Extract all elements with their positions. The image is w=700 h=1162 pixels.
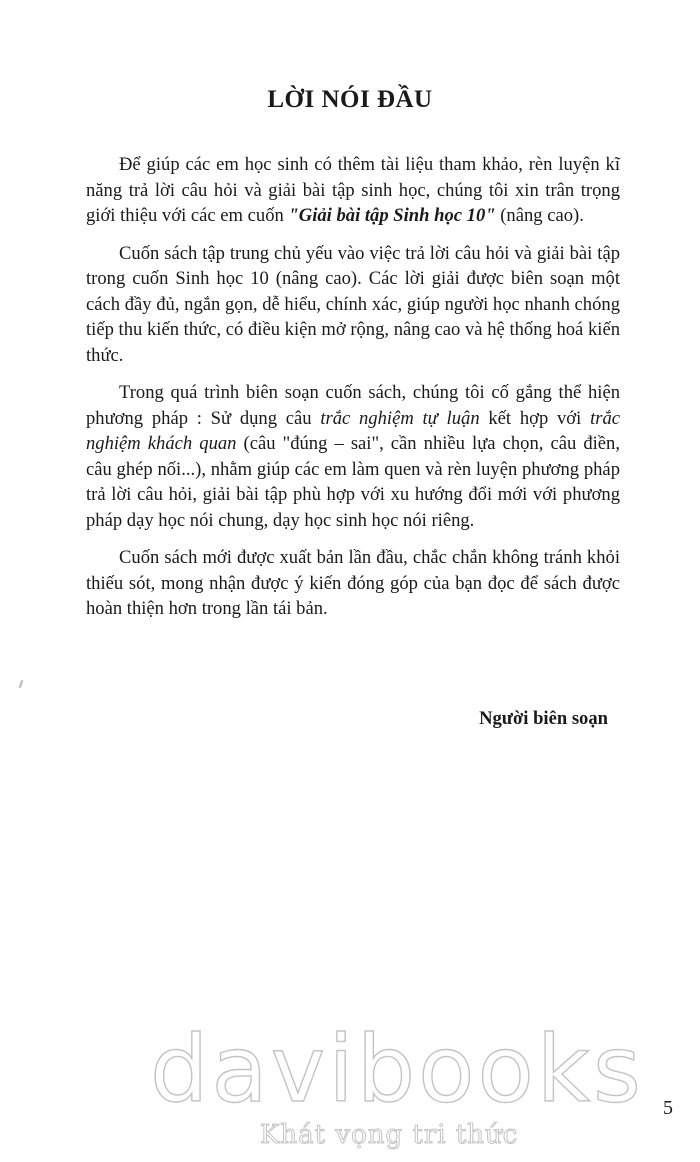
page-title: LỜI NÓI ĐẦU [267,86,433,113]
preface-body [86,152,620,634]
paragraph-1-text-a: Để giúp các em học sinh có thêm tài liệu tham khảo, rèn luyện kĩ năng trả lời câu hỏi và giải bài tập sinh học, chúng tôi xin trân trọng giới thiệu với các em cuốn [86,154,620,226]
paragraph-2: Cuốn sách tập trung chủ yếu vào việc trả lời câu hỏi và giải bài tập trong cuốn Sinh học 10 (nâng cao). Các lời giải được biên soạn một cách đầy đủ, ngắn gọn, dễ hiểu, chính xác, giúp người học nhanh chóng tiếp thu kiến thức, có điều kiện mở rộng, nâng cao và hệ thống hoá kiến thức. [86,242,620,366]
watermark-brand: davibooks [150,1016,644,1123]
paragraph-3-text-c: (câu "đúng – sai", cần nhiều lựa chọn, câu điền, câu ghép nối...), nhằm giúp các em làm quen và rèn luyện phương pháp trả lời câu hỏi, giải bài tập phù hợp với xu hướng đổi mới với phương pháp dạy học nói chung, dạy học sinh học nói riêng. [86,433,620,531]
paragraph-3-text-b: kết hợp với [479,407,591,429]
book-title: "Giải bài tập Sinh học 10" [288,205,496,226]
author-signature: Người biên soạn [479,708,608,729]
paragraph-1 [86,152,620,229]
paragraph-3-text-a: Trong quá trình biên soạn cuốn sách, chúng tôi cố gắng thể hiện phương pháp : Sử dụng câu [86,382,620,429]
paragraph-4: Cuốn sách mới được xuất bản lần đầu, chắc chắn không tránh khỏi thiếu sót, mong nhận được ý kiến đóng góp của bạn đọc để sách được hoàn thiện hơn trong lần tái bản. [86,547,620,619]
paragraph-1-text-b: (nâng cao). [495,205,584,226]
italic-term-essay: trắc nghiệm tự luận [320,407,480,429]
italic-term-objective: trắc nghiệm khách quan [86,407,621,454]
scan-speck [19,680,24,688]
watermark-slogan: Khát vọng tri thức [260,1120,519,1150]
page-number: 5 [663,1097,673,1119]
paragraph-3 [86,380,620,533]
